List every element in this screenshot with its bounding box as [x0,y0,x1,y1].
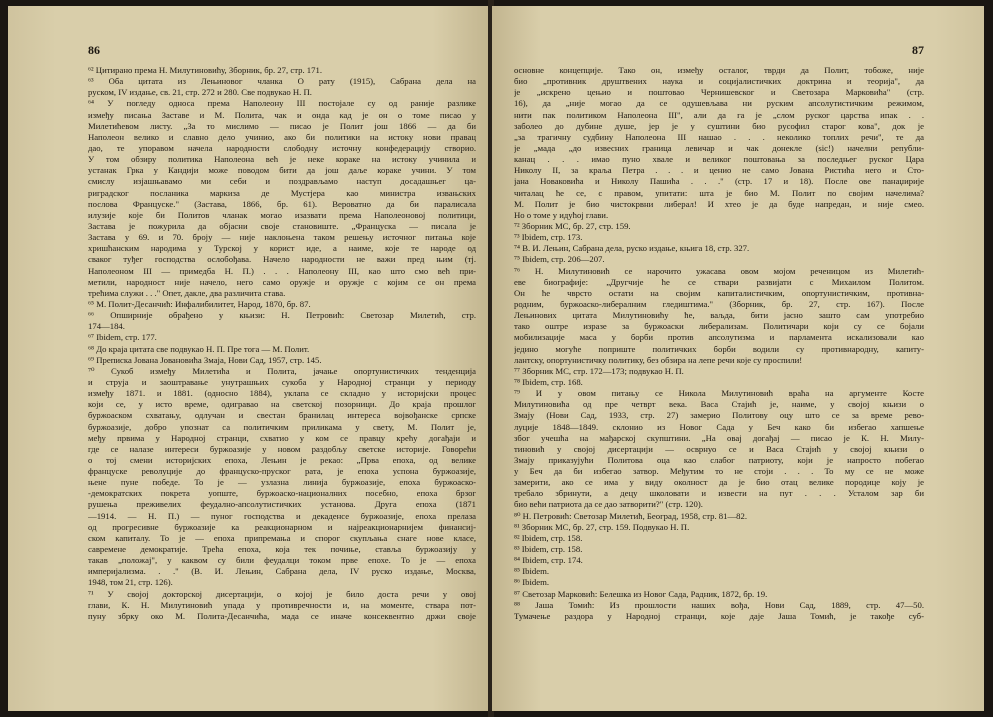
text-line: ⁸⁸ Јаша Томић: Из прошлости наших вођа, Нови Сад, 1889, стр. 47—50. [514,599,924,610]
text-line: ⁸¹ Зборник МС, бр. 27, стр. 159. Подвукао Н. П. [514,521,690,532]
text-line: рушења преживелих феудално-апсолутистичких установа. Друга епоха (1871 [88,499,476,510]
text-line: ⁶⁴ У погледу односа према Наполеону III постојале су од раније разлике [88,98,476,109]
text-line: заболео до дубине душе, јер је у суштини био русофил старог кова", док је [514,120,924,131]
text-line: ⁸³ Ibidem, стр. 158. [514,544,583,555]
text-line: —1914. — Н. П.) — пуног господства и декаденсе буржоазије, епоха прелаза [88,510,476,521]
text-line: од прогресивне буржоазије ка реакционарном и најреакционарнијем финансиј- [88,521,476,532]
text-line: који се, у исто време, одигравао на светској позорници. До краја прошлог [88,399,476,410]
text-line: метили, народност није начело, него само оружје и оружје с којим се он према [88,276,476,287]
text-line: савремене демократије. Трећа епоха, која тек почиње, ставља буржоазију у [88,544,476,555]
text-line: глави, К. Н. Милутиновић упада у противречности и, на моменте, ствара пот- [88,599,476,610]
text-line: Но о томе у идућој глави. [514,209,609,220]
text-line: тако оштре изразе за буржоаски либерализам. Политичари који су се бојали [514,321,924,332]
text-line: руском, IV издање, св. 21, стр. 272 и 280. Све подвукао Н. П. [88,87,312,98]
text-line: у Беч да би избегао затвор. Међутим то не стоји . . . То му се не може [514,466,924,477]
text-line: ⁷⁵ Ibidem, стр. 206—207. [514,254,605,265]
text-line: јана Новаковића и Николу Пашића . . ." (стр. 17 и 18). После ове панаџирије [514,176,924,187]
text-line: Николу II, за краља Петра . . . и ценио не само Јована Ристића него и Сто- [514,165,924,176]
text-line: пуну збрку око М. Полита-Десанчића, мада се иначе консеквентно држи своје [88,610,476,621]
text-line: 174—184. [88,321,125,332]
text-line: риградског посланика маркиза де Мустјера као министра извањских [88,187,476,198]
text-line: био „противник друштвених наука и социјалистичких доктрина и теорија", да [514,76,924,87]
text-line: -демократских покрета уопште, буржоаско-националних посебно, епоха брзог [88,488,476,499]
right-page [492,6,984,711]
text-line: буржоазије, добро упознат са политичким приликама у свету, М. Полит је, [88,421,476,432]
text-line: требало збринути, а децу школовати и извести на пут . . . Усталом зар би [514,488,924,499]
text-line: Змају приказујући Политова оца као слабог патриоту, који је напросто побегао [514,454,924,465]
text-line: између 1871. и 1881. (односно 1884), уклапа се складно у историјски процес [88,388,476,399]
text-line: илузије које би Политов чланак могао изазвати према Наполеоновој политици, [88,209,476,220]
text-line: трећима служи . . ." Опет, дакле, два различита става. [88,287,286,298]
text-line: био већи патриота да се дао затворити?" (стр. 120). [514,499,703,510]
text-line: и струја и заоштравање унутрашњих сукоба у Народној странци у периоду [88,376,476,387]
text-line: је „искрено цењио и поштовао Чернишевског и Светозара Марковића" (стр. [514,87,924,98]
text-line: сваког туђег господства ослобођава. Начело народности не важи пред њим (тј. [88,254,476,265]
text-line: ⁷⁰ Сукоб између Милетића и Полита, јачање опортунистичких тенденција [88,365,476,376]
text-line: Застава у 69. и 70. броју — није наклоњена таком решењу источног питања које [88,232,476,243]
text-line: ⁸⁶ Ibidem. [514,577,550,588]
text-line: Застава је пожурила да објасни своје становиште. „Француска — писала је [88,220,476,231]
text-line: ⁷¹ У својој докторској дисертацији, о којој је било доста речи у овој [88,588,476,599]
text-line: Наполеон велико и славно дело учинио, ако би политики на истоку нови правац [88,131,476,142]
text-line: ⁸⁴ Ibidem, стр. 174. [514,555,583,566]
text-line: У том обзиру политика Наполеона већ је неке кораке на истоку учинила и [88,154,476,165]
text-line: ⁸⁵ Ibidem. [514,566,550,577]
text-line: Милутиновића од пре четврт века. Васа Стајић је, наиме, у својој књизи о [514,399,924,410]
text-line: француске револуције до француско-пруског рата, је епоха успона буржоазије, [88,466,476,477]
footnote-text-block [88,65,476,622]
text-line: једино могуће поприште политичких борби водили су противнародну, капиту- [514,343,924,354]
text-line: Наполеоном III — примедба Н. П.) . . . Наполеону III, као што смо већ при- [88,265,476,276]
text-line: ⁶² Цитирано према Н. Милутиновићу, Зборник, бр. 27, стр. 171. [88,65,322,75]
text-line: дао, те упоравом начела народности слободну источну конфедерацију створио. [88,142,476,153]
text-line: смислу изјашњавамо ми себи и поздрављамо наступ досадашњег ца- [88,176,476,187]
text-line: Тумачење раздора у Народној странци, које даје Јаша Томић, је такође суб- [514,610,924,621]
text-line: ⁷⁸ Ibidem, стр. 168. [514,376,583,387]
text-line: ⁷⁴ В. И. Лењин, Сабрана дела, руско издање, књига 18, стр. 327. [514,243,750,254]
text-line: основне концепције. Тако он, између осталог, тврди да Полит, тобоже, није [514,65,924,75]
text-line: ⁸² Ibidem, стр. 158. [514,532,583,543]
text-line: ⁶⁵ М. Полит-Десанчић: Инфалибилитет, Народ, 1870, бр. 87. [88,298,311,309]
text-line: буржоаском схватању, одлучан и свестан бранилац интереса војвођанске српске [88,410,476,421]
text-line: 16), да „није могао да се одушевљава ни руским апсолутистичким режимом, [514,98,924,109]
text-line: Милетићевом листу. „За то мислимо — писао је Полит још 1866 — да би [88,120,476,131]
text-line: је „мада „до извесних граница левичар и чак донекле (sic!) начелни републи- [514,142,924,153]
text-line: послова Француске." (Застава, 1866, бр. 61). Вероватно да би паралисала [88,198,476,209]
text-line: Змају (Нови Сад, 1933, стр. 27) замерио Политову оцу што се за време рево- [514,410,924,421]
text-line: луције 1848—1849. склонио из Новог Сада у Беч како би избегао хапшење [514,421,924,432]
text-line: њене пуне победе. То је — узлазна линија буржоазије, епоха буржоаско- [88,477,476,488]
text-line: ⁷⁷ Зборник МС, стр. 172—173; подвукао Н. П. [514,365,684,376]
text-line: еве биографије: „Другчије ће се ствари развијати с Михаилом Политом. [514,276,924,287]
text-line: читалац ће се, с правом, упитати: шта је био М. Полит по својим начелима? [514,187,924,198]
text-line: М. Полит је био чистокрвни либерал! И хтео је да буде напредан, и није смео. [514,198,924,209]
text-line: ⁸⁷ Светозар Марковић: Белешка из Новог Сада, Радник, 1872, бр. 19. [514,588,768,599]
text-line: међу првима у Народној странци, схватио у ком се правцу крећу догађаји и [88,432,476,443]
text-line: родним, буржоаско-либералним гледиштима." (Зборник, бр. 27, стр. 167). После [514,298,924,309]
text-line: ⁷⁹ И у овом питању се Никола Милутиновић враћа на аргументе Косте [514,388,924,399]
text-line: ⁷³ Ibidem, стр. 173. [514,232,583,243]
text-line: канац . . . имао пуно хвале и великог поштовања за последњег руског Цара [514,154,924,165]
text-line: замерити, ако се има у виду околност да је био отац велике породице коју је [514,477,924,488]
text-line: лантску, опортунистичку политику, без обзира на лепе речи које су проспили! [514,354,803,365]
text-line: ⁶⁹ Преписка Јована Јовановића Змаја, Нови Сад, 1957, стр. 145. [88,354,322,365]
text-line: ском капиталу. То је — епоха припремања и спорог скупљања снаге нове класе, [88,532,476,543]
text-line: устанак Грка у Кандији може поводом бити да још даље кораке учини. У том [88,165,476,176]
text-line: мобилизације маса у борби против апсолутизма и парламента искализовали као [514,332,924,343]
text-line: где се налазе интереси буржоазије у новом раздобљу светске историје. Говорећи [88,443,476,454]
text-line: ⁸⁰ Н. Петровић: Светозар Милетић, Београд, 1958, стр. 81—82. [514,510,748,521]
text-line: због учешћа на мађарској скупштини. „На овај догађај — писао је К. Н. Милу- [514,432,924,443]
left-page [8,6,490,711]
text-line: ⁶⁷ Ibidem, стр. 177. [88,332,157,343]
text-line: такав „положај", у каквом су били феудалци током прве епохе. То је — епоха [88,555,476,566]
text-line: нити пак политиком Наполеона III", али да га је „слом руског царства ипак . . [514,109,924,120]
page-number: 86 [88,43,100,57]
footnote-text-block [514,65,924,622]
text-line: Лењинових цитата Милутиновићу ће, ваљда, бити јасно зашто сам употребио [514,310,924,321]
text-line: тиновић у својој дисертацији — осврнуо се и Васа Стајић у својој књизи о [514,443,924,454]
text-line: ⁶⁸ До краја цитата све подвукао Н. П. Пре тога — М. Полит. [88,343,310,354]
text-line: империјализма. . ." (В. И. Лењин, Сабрана дела, IV руско издање, Москва, [88,566,476,577]
text-line: 1948, том 21, стр. 126). [88,577,173,588]
page-number: 87 [912,43,924,57]
text-line: „за трагичну судбину Наполеона III нашао . . . неколико топлих речи", те да [514,131,924,142]
text-line: ⁷⁶ Н. Милутиновић се нарочито ужасава овом мојом реченицом из Милетић- [514,265,924,276]
text-line: хришћанским народима у Турској у корист иде, а наиме, које те народе од [88,243,476,254]
text-line: ⁷² Зборник МС, бр. 27, стр. 159. [514,220,631,231]
text-line: Он ће чврсто остати на својим капиталистичким, опортунистичким, противна- [514,287,924,298]
text-line: ⁶⁶ Опширније обрађено у књизи: Н. Петровић: Светозар Милетић, стр. [88,310,476,321]
text-line: о тој смени историјских епоха, Лењин је рекао: „Прва епоха, од велике [88,454,476,465]
text-line: између писања Заставе и М. Полита, чак и онда кад је он о томе писао у [88,109,476,120]
text-line: ⁶³ Оба цитата из Лењиновог чланка О рату (1915), Сабрана дела на [88,76,476,87]
